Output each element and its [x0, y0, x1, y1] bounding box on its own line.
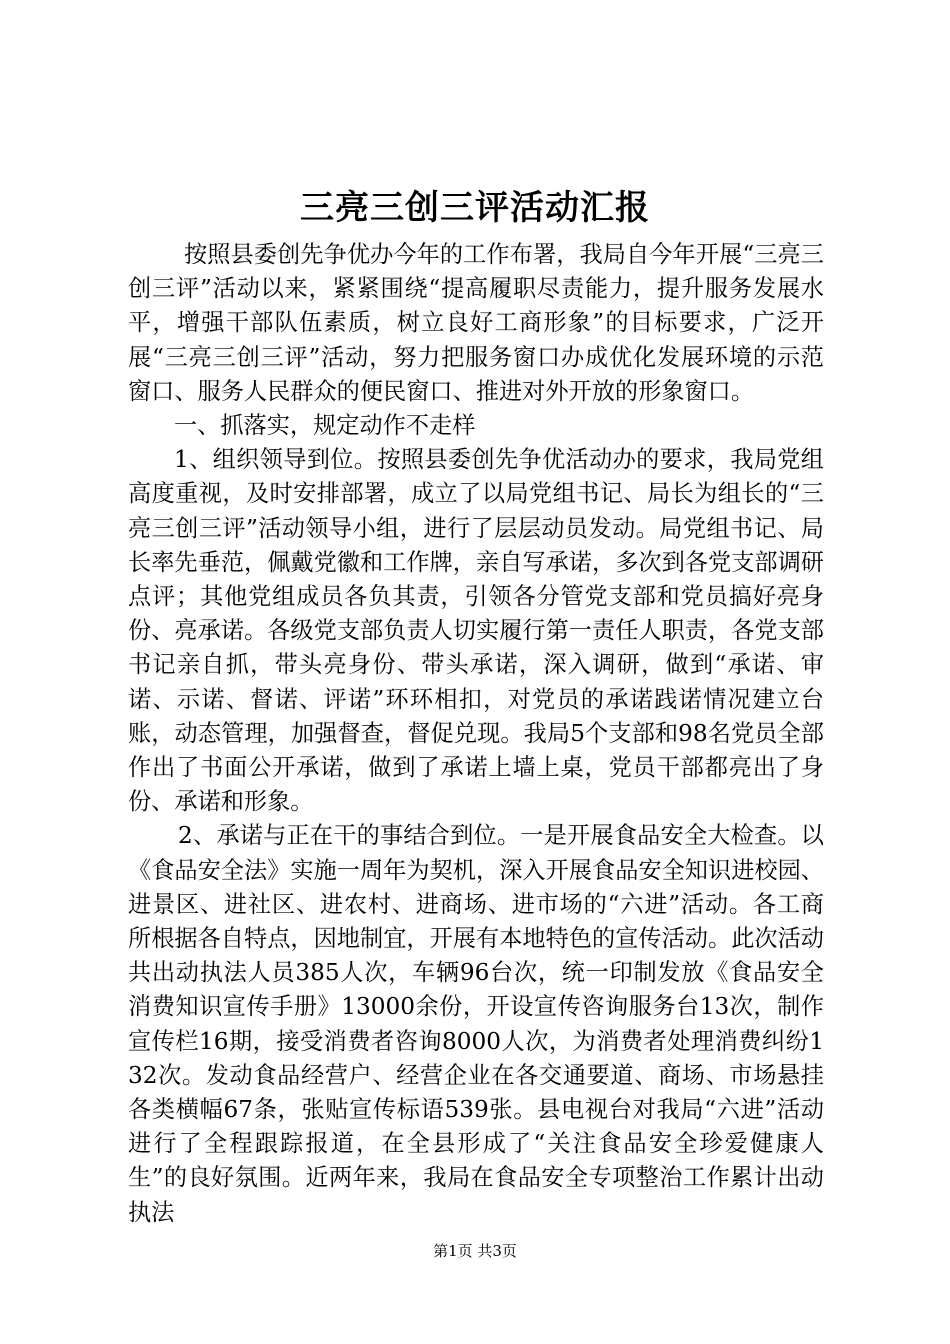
document-title: 三亮三创三评活动汇报 [300, 188, 650, 228]
document-body [128, 238, 824, 1230]
paragraph-item-2: 2、承诺与正在干的事结合到位。一是开展食品安全大检查。以《食品安全法》实施一周年为契机，深入开展食品安全知识进校园、进景区、进社区、进农村、进商场、进市场的“六进”活动。各工商所根据各自特点，因地制宜，开展有本地特色的宣传活动。此次活动共出动执法人员385人次，车辆96台次，统一印制发放《食品安全消费知识宣传手册》13000余份，开设宣传咨询服务台13次，制作宣传栏16期，接受消费者咨询8000人次，为消费者处理消费纠纷132次。发动食品经营户、经营企业在各交通要道、商场、市场悬挂各类横幅67条，张贴宣传标语539张。县电视台对我局“六进”活动进行了全程跟踪报道，在全县形成了“关注食品安全珍爱健康人生”的良好氛围。近两年来，我局在食品安全专项整治工作累计出动执法 [128, 822, 824, 1226]
section-heading-1: 一、抓落实，规定动作不走样 [174, 412, 476, 440]
paragraph-intro: 按照县委创先争优办今年的工作布署，我局自今年开展“三亮三创三评”活动以来，紧紧围绕“提高履职尽责能力，提升服务发展水平，增强干部队伍素质，树立良好工商形象”的目标要求，广泛开展“三亮三创三评”活动，努力把服务窗口办成优化发展环境的示范窗口、服务人民群众的便民窗口、推进对外开放的形象窗口。 [128, 241, 824, 405]
page-number-footer: 第1页 共3页 [433, 1242, 517, 1260]
paragraph-item-1: 1、组织领导到位。按照县委创先争优活动办的要求，我局党组高度重视，及时安排部署，成立了以局党组书记、局长为组长的“三亮三创三评”活动领导小组，进行了层层动员发动。局党组书记、局长率先垂范，佩戴党徽和工作牌，亲自写承诺，多次到各党支部调研点评；其他党组成员各负其责，引领各分管党支部和党员搞好亮身份、亮承诺。各级党支部负责人切实履行第一责任人职责，各党支部书记亲自抓，带头亮身份、带头承诺，深入调研，做到“承诺、审诺、示诺、督诺、评诺”环环相扣，对党员的承诺践诺情况建立台账，动态管理，加强督查，督促兑现。我局5个支部和98名党员全部作出了书面公开承诺，做到了承诺上墙上桌，党员干部都亮出了身份、承诺和形象。 [128, 446, 824, 816]
